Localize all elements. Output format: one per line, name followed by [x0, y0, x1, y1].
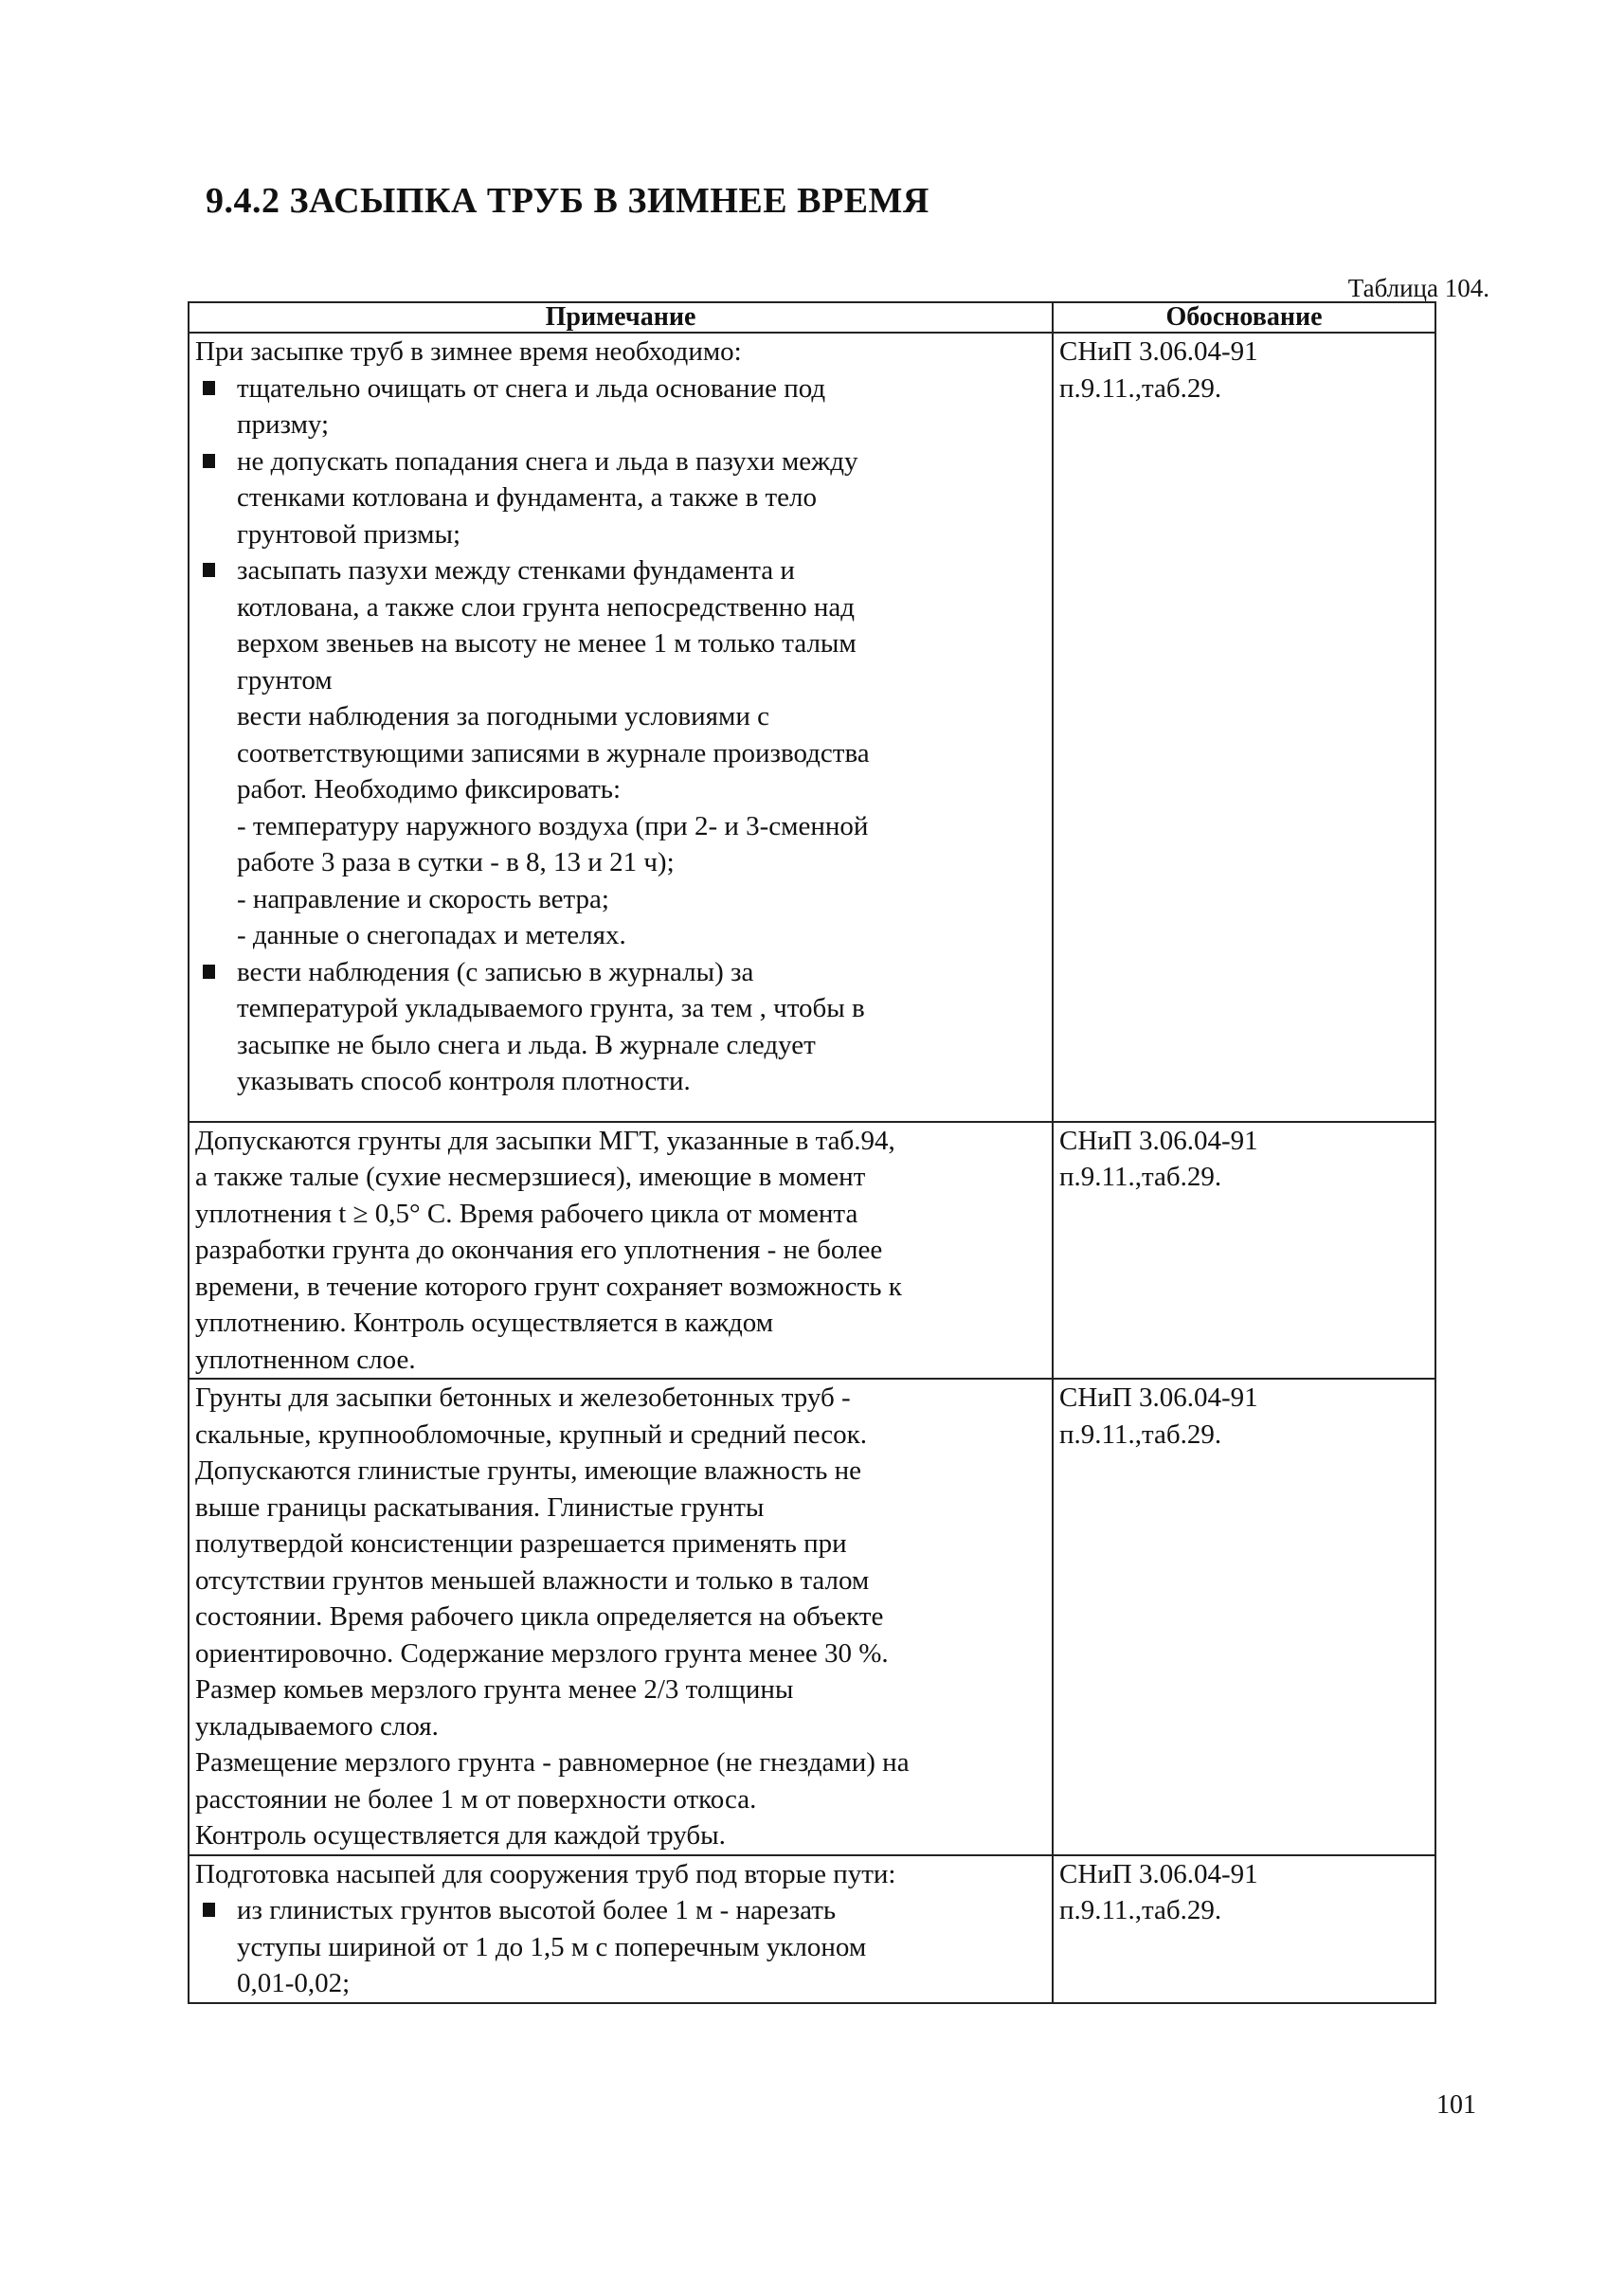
text-line: а также талые (сухие несмерзшиеся), имеющие в момент — [195, 1162, 866, 1192]
text-line: уплотненном слое. — [195, 1344, 416, 1375]
note-cell — [189, 333, 1053, 1122]
text-line: времени, в течение которого грунт сохраняет возможность к — [195, 1271, 902, 1302]
bullet-text: засыпать пазухи между стенками фундамента и — [237, 555, 795, 586]
text-line: состоянии. Время рабочего цикла определяется на объекте — [195, 1601, 884, 1632]
indented-text-line: засыпке не было снега и льда. В журнале следует — [237, 1029, 816, 1060]
text-line: Допускаются глинистые грунты, имеющие влажность не — [195, 1455, 861, 1486]
table-header-row — [189, 302, 1435, 333]
cell-spacer — [195, 1100, 1046, 1121]
table-row — [189, 333, 1435, 1122]
indented-text-line: - данные о снегопадах и метелях. — [237, 920, 626, 950]
table-row — [189, 1379, 1435, 1855]
basis-cell — [1053, 333, 1435, 1122]
text-line: Грунты для засыпки бетонных и железобетонных труб - — [195, 1382, 851, 1413]
bullet-text: тщательно очищать от снега и льда основание под — [237, 372, 826, 404]
table-row — [189, 1122, 1435, 1380]
basis-reference: п.9.11.,таб.29. — [1059, 1418, 1222, 1450]
page-number: 101 — [1436, 2090, 1476, 2120]
bullet-item — [195, 552, 1046, 589]
bullet-text: вести наблюдения (с записью в журналы) за — [237, 956, 754, 987]
basis-cell — [1053, 1379, 1435, 1855]
basis-cell — [1053, 1122, 1435, 1380]
note-cell — [189, 1122, 1053, 1380]
table-caption: Таблица 104. — [1347, 274, 1489, 302]
indented-text-line: грунтовой призмы; — [237, 518, 461, 550]
column-header-basis: Обоснование — [1053, 302, 1435, 333]
basis-reference: СНиП 3.06.04-91 — [1059, 1382, 1258, 1413]
indented-text-line: вести наблюдения за погодными условиями с — [237, 701, 769, 732]
basis-reference: СНиП 3.06.04-91 — [1059, 1858, 1258, 1889]
table-row — [189, 1855, 1435, 2003]
indented-text-line: верхом звеньев на высоту не менее 1 м только талым — [237, 628, 857, 659]
text-line: отсутствии грунтов меньшей влажности и только в талом — [195, 1564, 870, 1596]
text-line: ориентировочно. Содержание мерзлого грунта менее 30 %. — [195, 1637, 889, 1669]
indented-text-line: температурой укладываемого грунта, за тем , чтобы в — [237, 993, 865, 1023]
text-line: выше границы раскатывания. Глинистые грунты — [195, 1491, 765, 1523]
square-bullet-icon — [203, 1903, 215, 1917]
indented-text-line: грунтом — [237, 664, 333, 695]
text-line: полутвердой консистенции разрешается применять при — [195, 1528, 847, 1559]
column-header-note: Примечание — [189, 302, 1053, 333]
table-body — [189, 333, 1435, 2003]
indented-text-line: 0,01-0,02; — [237, 1968, 351, 1998]
basis-reference: п.9.11.,таб.29. — [1059, 1162, 1222, 1192]
indented-text-line: указывать способ контроля плотности. — [237, 1066, 691, 1096]
text-line: Размещение мерзлого грунта - равномерное (не гнездами) на — [195, 1747, 910, 1778]
text-line: скальные, крупнообломочные, крупный и средний песок. — [195, 1418, 867, 1450]
text-line: Подготовка насыпей для сооружения труб под вторые пути: — [195, 1858, 896, 1889]
indented-text-line: работе 3 раза в сутки - в 8, 13 и 21 ч); — [237, 847, 675, 877]
bullet-item — [195, 443, 1046, 480]
bullet-item — [195, 954, 1046, 991]
indented-text-line: соответствующими записями в журнале производства — [237, 737, 870, 768]
square-bullet-icon — [203, 965, 215, 979]
square-bullet-icon — [203, 454, 215, 468]
text-line: Контроль осуществляется для каждой трубы. — [195, 1820, 726, 1851]
basis-reference: п.9.11.,таб.29. — [1059, 372, 1222, 404]
note-cell — [189, 1855, 1053, 2003]
text-line: При засыпке труб в зимнее время необходимо: — [195, 336, 742, 367]
bullet-text: не допускать попадания снега и льда в пазухи между — [237, 445, 858, 477]
text-line: расстоянии не более 1 м от поверхности откоса. — [195, 1783, 757, 1815]
indented-text-line: стенками котлована и фундамента, а также в тело — [237, 482, 818, 513]
text-line: Допускаются грунты для засыпки МГТ, указанные в таб.94, — [195, 1125, 895, 1156]
text-line: уплотнению. Контроль осуществляется в каждом — [195, 1308, 774, 1338]
basis-reference: СНиП 3.06.04-91 — [1059, 336, 1258, 367]
text-line: разработки грунта до окончания его уплотнения - не более — [195, 1235, 883, 1265]
bullet-item — [195, 370, 1046, 407]
indented-text-line: - направление и скорость ветра; — [237, 883, 609, 914]
basis-reference: п.9.11.,таб.29. — [1059, 1895, 1222, 1925]
indented-text-line: работ. Необходимо фиксировать: — [237, 774, 622, 804]
indented-text-line: котлована, а также слои грунта непосредственно над — [237, 591, 856, 623]
page-title: 9.4.2 ЗАСЫПКА ТРУБ В ЗИМНЕЕ ВРЕМЯ — [206, 181, 929, 221]
requirements-table — [188, 301, 1436, 2004]
square-bullet-icon — [203, 563, 215, 577]
text-line: укладываемого слоя. — [195, 1710, 439, 1742]
basis-cell — [1053, 1855, 1435, 2003]
basis-reference: СНиП 3.06.04-91 — [1059, 1125, 1258, 1156]
text-line: Размер комьев мерзлого грунта менее 2/3 толщины — [195, 1674, 794, 1705]
note-cell — [189, 1379, 1053, 1855]
square-bullet-icon — [203, 381, 215, 395]
bullet-item — [195, 1892, 1046, 1929]
indented-text-line: призму; — [237, 409, 330, 440]
indented-text-line: уступы шириной от 1 до 1,5 м с поперечным уклоном — [237, 1931, 867, 1962]
text-line: уплотнения t ≥ 0,5° С. Время рабочего цикла от момента — [195, 1198, 858, 1229]
bullet-text: из глинистых грунтов высотой более 1 м - нарезать — [237, 1895, 837, 1925]
indented-text-line: - температуру наружного воздуха (при 2- и 3-сменной — [237, 810, 869, 841]
